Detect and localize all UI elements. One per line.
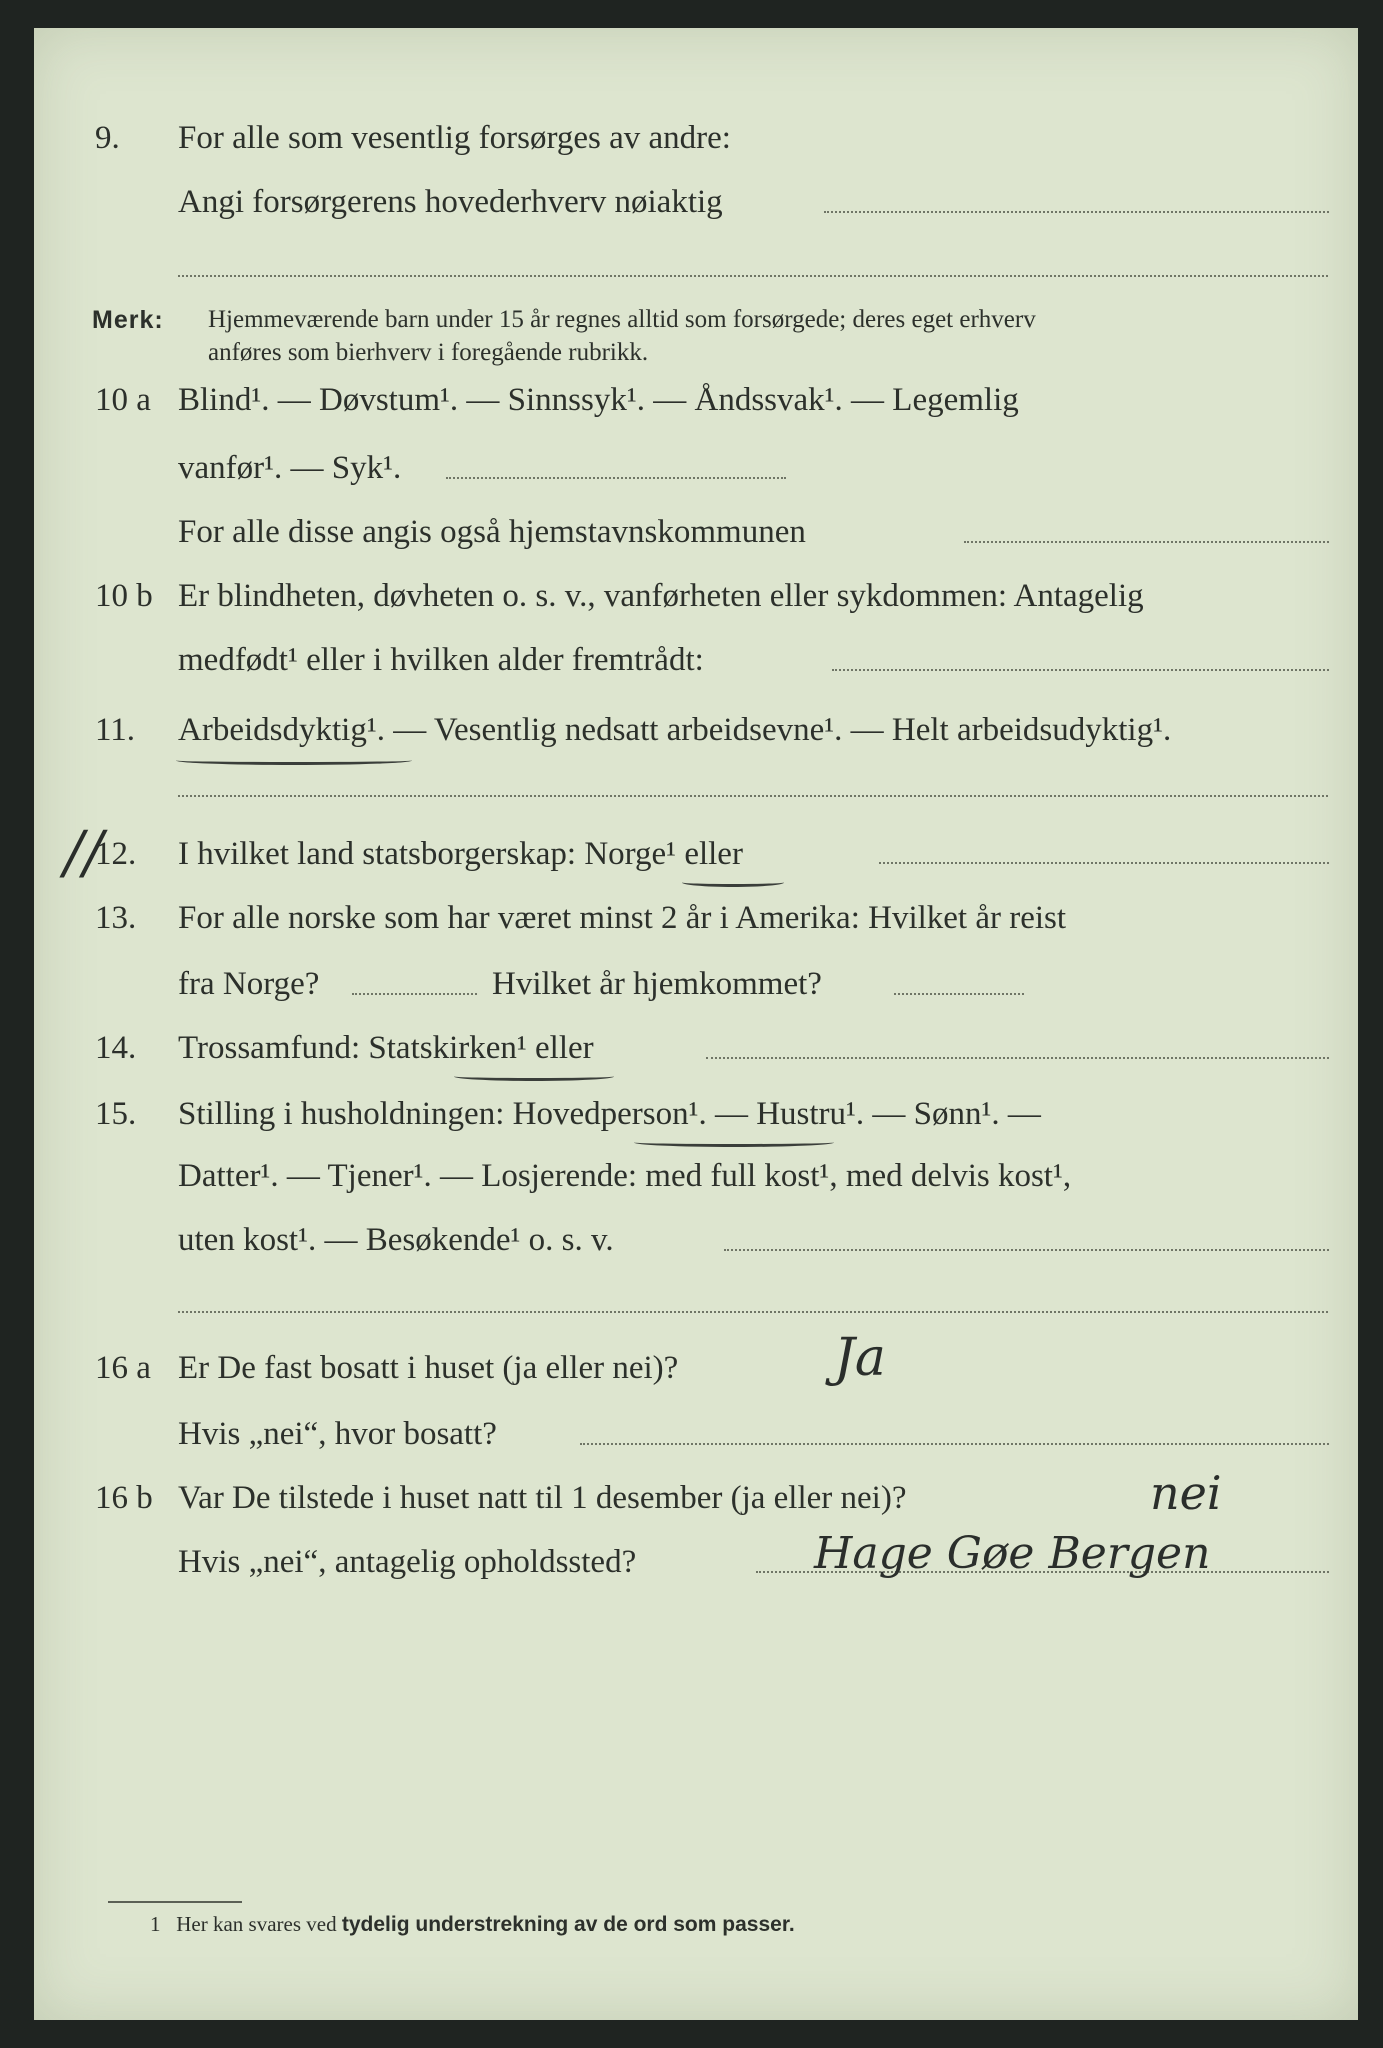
question-number: 14.: [95, 1030, 137, 1066]
question-text: Hvilket år hjemkommet?: [492, 966, 822, 1002]
census-form-page: [34, 28, 1358, 2020]
footnote-rule: [108, 1901, 242, 1903]
question-text: Datter¹. — Tjener¹. — Losjerende: med full kost¹, med delvis kost¹,: [178, 1158, 1072, 1194]
handwritten-underline: [176, 756, 412, 765]
question-text: Stilling i husholdningen: Hovedperson¹. — Hustru¹. — Sønn¹. —: [178, 1096, 1041, 1132]
question-text: vanfør¹. — Syk¹.: [178, 450, 402, 486]
handwritten-underline: [454, 1072, 614, 1081]
question-text: fra Norge?: [178, 966, 320, 1002]
answer-line[interactable]: [178, 1311, 1328, 1313]
answer-line[interactable]: [706, 1057, 1329, 1059]
question-text: Blind¹. — Døvstum¹. — Sinnssyk¹. — Åndssvak¹. — Legemlig: [178, 382, 1019, 418]
note-merk: [92, 306, 164, 335]
handwritten-answer-16b: nei: [1150, 1466, 1222, 1520]
question-text: Hvis „nei“, hvor bosatt?: [178, 1416, 497, 1452]
footnote-text: Her kan svares ved: [176, 1912, 337, 1936]
note-text-2: anføres som bierhverv i foregående rubrikk.: [208, 339, 649, 366]
footnote: [150, 1912, 795, 1937]
question-number: 15.: [95, 1096, 137, 1132]
note-label: Merk:: [92, 306, 164, 334]
question-number: 12.: [95, 836, 137, 872]
answer-line[interactable]: [832, 669, 1329, 671]
question-text: For alle norske som har været minst 2 år i Amerika: Hvilket år reist: [178, 900, 1067, 936]
question-number: 11.: [95, 712, 136, 748]
handwritten-answer-16b-place: Hage Gøe Bergen: [814, 1528, 1211, 1579]
handwritten-underline: [682, 878, 784, 887]
answer-line[interactable]: [178, 795, 1328, 797]
question-text: Er De fast bosatt i huset (ja eller nei)?: [178, 1350, 679, 1386]
answer-line[interactable]: [352, 993, 477, 995]
note-text-1: Hjemmeværende barn under 15 år regnes alltid som forsørgede; deres eget erhverv: [208, 306, 1036, 333]
answer-line[interactable]: [964, 541, 1329, 543]
question-text: Arbeidsdyktig¹. — Vesentlig nedsatt arbeidsevne¹. — Helt arbeidsudyktig¹.: [178, 712, 1172, 748]
question-number: 9.: [95, 120, 120, 156]
question-text: Var De tilstede i huset natt til 1 desember (ja eller nei)?: [178, 1480, 907, 1516]
handwritten-answer-16a: Ja: [834, 1328, 886, 1388]
question-number: 10 b: [95, 578, 153, 614]
question-text: I hvilket land statsborgerskap: Norge¹ eller: [178, 836, 743, 872]
footnote-mark: 1: [150, 1912, 161, 1936]
question-text: uten kost¹. — Besøkende¹ o. s. v.: [178, 1222, 614, 1258]
answer-line[interactable]: [724, 1249, 1329, 1251]
question-number: 16 a: [95, 1350, 151, 1386]
question-text: Er blindheten, døvheten o. s. v., vanførheten eller sykdommen: Antagelig: [178, 578, 1144, 614]
question-text: Hvis „nei“, antagelig opholdssted?: [178, 1544, 637, 1580]
question-text: For alle som vesentlig forsørges av andre:: [178, 120, 731, 156]
question-text: Angi forsørgerens hovederhverv nøiaktig: [178, 184, 723, 220]
question-text: medfødt¹ eller i hvilken alder fremtrådt:: [178, 642, 704, 678]
question-number: 16 b: [95, 1480, 153, 1516]
question-text: Trossamfund: Statskirken¹ eller: [178, 1030, 594, 1066]
footnote-text-bold: tydelig understrekning av de ord som passer.: [341, 1913, 795, 1936]
answer-line[interactable]: [879, 862, 1329, 864]
answer-line[interactable]: [446, 477, 786, 479]
question-number: 13.: [95, 900, 137, 936]
answer-line[interactable]: [824, 211, 1329, 213]
answer-line[interactable]: [894, 993, 1024, 995]
question-number: 10 a: [95, 382, 151, 418]
answer-line[interactable]: [178, 275, 1328, 277]
handwritten-underline: [634, 1138, 834, 1147]
handwritten-check-mark: //: [64, 818, 104, 886]
answer-line[interactable]: [580, 1443, 1329, 1445]
question-text: For alle disse angis også hjemstavnskommunen: [178, 514, 806, 550]
